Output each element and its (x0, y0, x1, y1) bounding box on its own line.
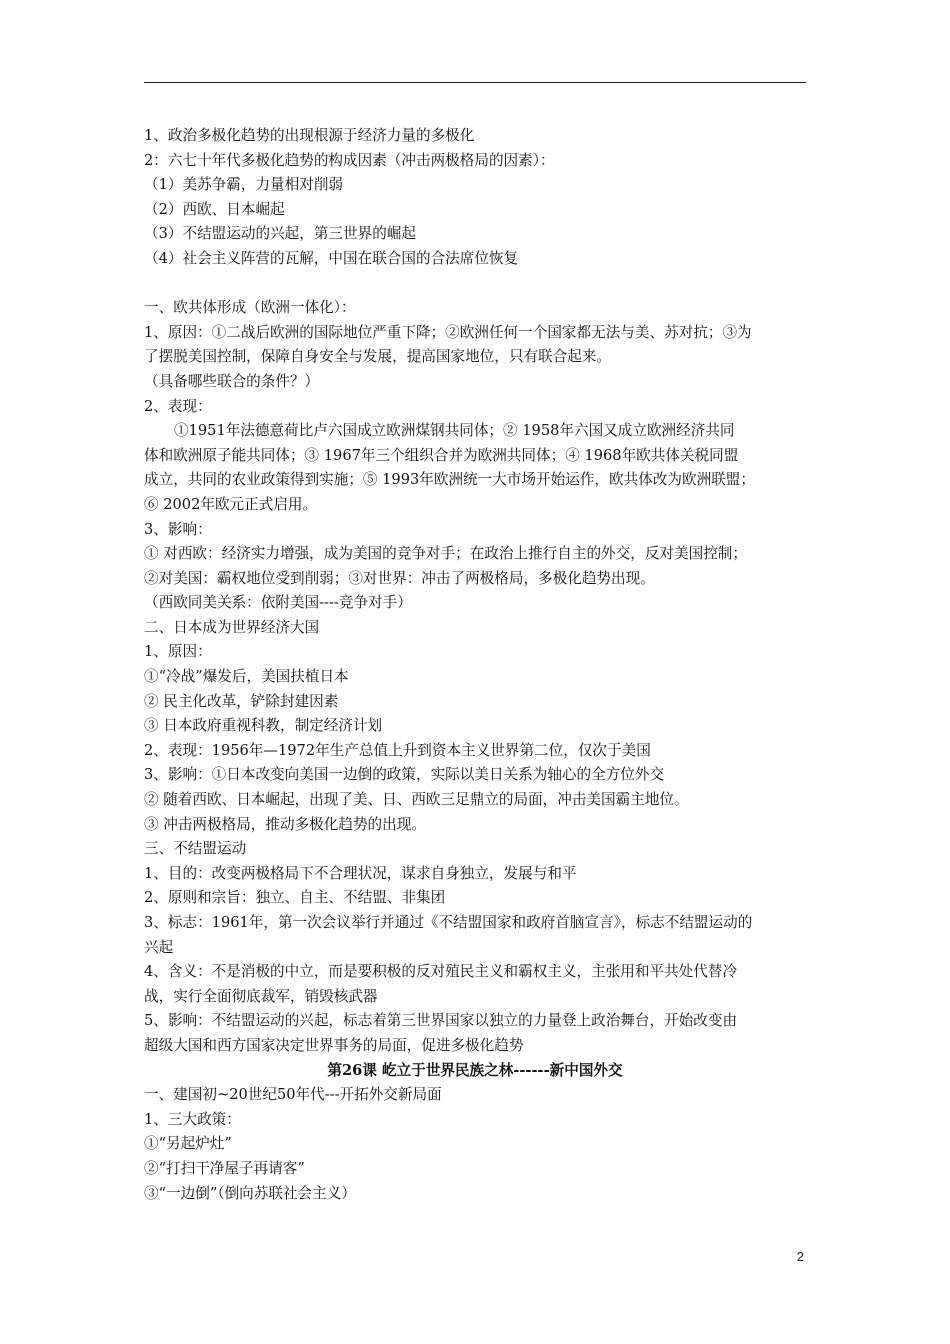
text-line: 1、原因： (144, 643, 212, 661)
text-line: 兴起 (144, 938, 174, 956)
text-line: ③ 日本政府重视科教，制定经济计划 (144, 717, 383, 735)
text-line: 一、欧共体形成（欧洲一体化）： (144, 299, 356, 317)
blank-line (144, 272, 814, 297)
text-line: 2：六七十年代多极化趋势的构成因素（冲击两极格局的因素）： (144, 151, 555, 169)
text-line: 3、影响： (144, 520, 212, 538)
text-line: 一、建国初~20世纪50年代---开拓外交新局面 (144, 1086, 442, 1104)
text-line: 2、原则和宗旨：独立、自主、不结盟、非集团 (144, 889, 446, 907)
text-line: ①“冷战”爆发后，美国扶植日本 (144, 668, 349, 686)
text-line: 2、表现： (144, 397, 212, 415)
text-line: 成立，共同的农业政策得到实施；⑤ 1993年欧洲统一大市场开始运作，欧共体改为欧洲联盟； (144, 471, 755, 489)
text-line: （4）社会主义阵营的瓦解，中国在联合国的合法席位恢复 (144, 249, 519, 267)
text-line: ③ 冲击两极格局，推动多极化趋势的出现。 (144, 815, 426, 833)
text-line: ③“一边倒”（倒向苏联社会主义） (144, 1184, 356, 1202)
page-number: 2 (796, 1249, 804, 1264)
text-line: 1、政治多极化趋势的出现根源于经济力量的多极化 (144, 127, 475, 144)
text-line: 3、影响：①日本改变向美国一边倒的政策，实际以美日关系为轴心的全方位外交 (144, 766, 665, 784)
text-line: （3）不结盟运动的兴起，第三世界的崛起 (144, 225, 416, 243)
text-line: 5、影响：不结盟运动的兴起，标志着第三世界国家以独立的力量登上政治舞台，开始改变由 (144, 1012, 738, 1030)
text-line: （1）美苏争霸，力量相对削弱 (144, 176, 344, 194)
text-line: ②“打扫干净屋子再请客” (144, 1159, 305, 1177)
text-line: 体和欧洲原子能共同体；③ 1967年三个组织合并为欧洲共同体；④ 1968年欧共体关税同盟 (144, 446, 739, 464)
text-line: ① 对西欧：经济实力增强，成为美国的竞争对手；在政治上推行自主的外交，反对美国控制； (144, 545, 747, 563)
text-line: 超级大国和西方国家决定世界事务的局面，促进多极化趋势 (144, 1036, 524, 1054)
text-line: 了摆脱美国控制，保障自身安全与发展，提高国家地位，只有联合起来。 (144, 348, 612, 366)
text-line: （具备哪些联合的条件？） (144, 372, 320, 390)
text-line: 二、日本成为世界经济大国 (144, 618, 320, 636)
text-line: 1、原因：①二战后欧洲的国际地位严重下降；②欧洲任何一个国家都无法与美、苏对抗；③为 (144, 323, 752, 341)
text-line: ② 随着西欧、日本崛起，出现了美、日、西欧三足鼎立的局面，冲击美国霸主地位。 (144, 791, 689, 809)
header-rule (144, 82, 806, 83)
text-line: ①“另起炉灶” (144, 1135, 232, 1153)
text-line: ⑥ 2002年欧元正式启用。 (144, 495, 318, 513)
text-line: （2）西欧、日本崛起 (144, 200, 285, 218)
text-line: 3、标志：1961年，第一次会议举行并通过《不结盟国家和政府首脑宣言》，标志不结盟运动的 (144, 914, 753, 931)
text-line: （西欧同美关系：依附美国----竞争对手） (144, 594, 412, 612)
text-line: 4、含义：不是消极的中立，而是要积极的反对殖民主义和霸权主义，主张用和平共处代替冷 (144, 963, 738, 981)
text-line: 2、表现：1956年—1972年生产总值上升到资本主义世界第二位，仅次于美国 (144, 741, 651, 759)
text-line: 1、三大政策： (144, 1110, 241, 1128)
text-line: ①1951年法德意荷比卢六国成立欧洲煤钢共同体；② 1958年六国又成立欧洲经济共同 (174, 422, 735, 440)
text-line: 三、不结盟运动 (144, 840, 247, 858)
document-body (144, 124, 814, 1206)
lesson-title: 第26课 屹立于世界民族之林------新中国外交 (327, 1061, 623, 1079)
text-line: 战，实行全面彻底裁军，销毁核武器 (144, 987, 378, 1005)
text-line: 1、目的：改变两极格局下不合理状况，谋求自身独立，发展与和平 (144, 864, 577, 882)
text-line: ②对美国：霸权地位受到削弱；③对世界：冲击了两极格局，多极化趋势出现。 (144, 569, 655, 587)
text-line: ② 民主化改革，铲除封建因素 (144, 692, 339, 710)
